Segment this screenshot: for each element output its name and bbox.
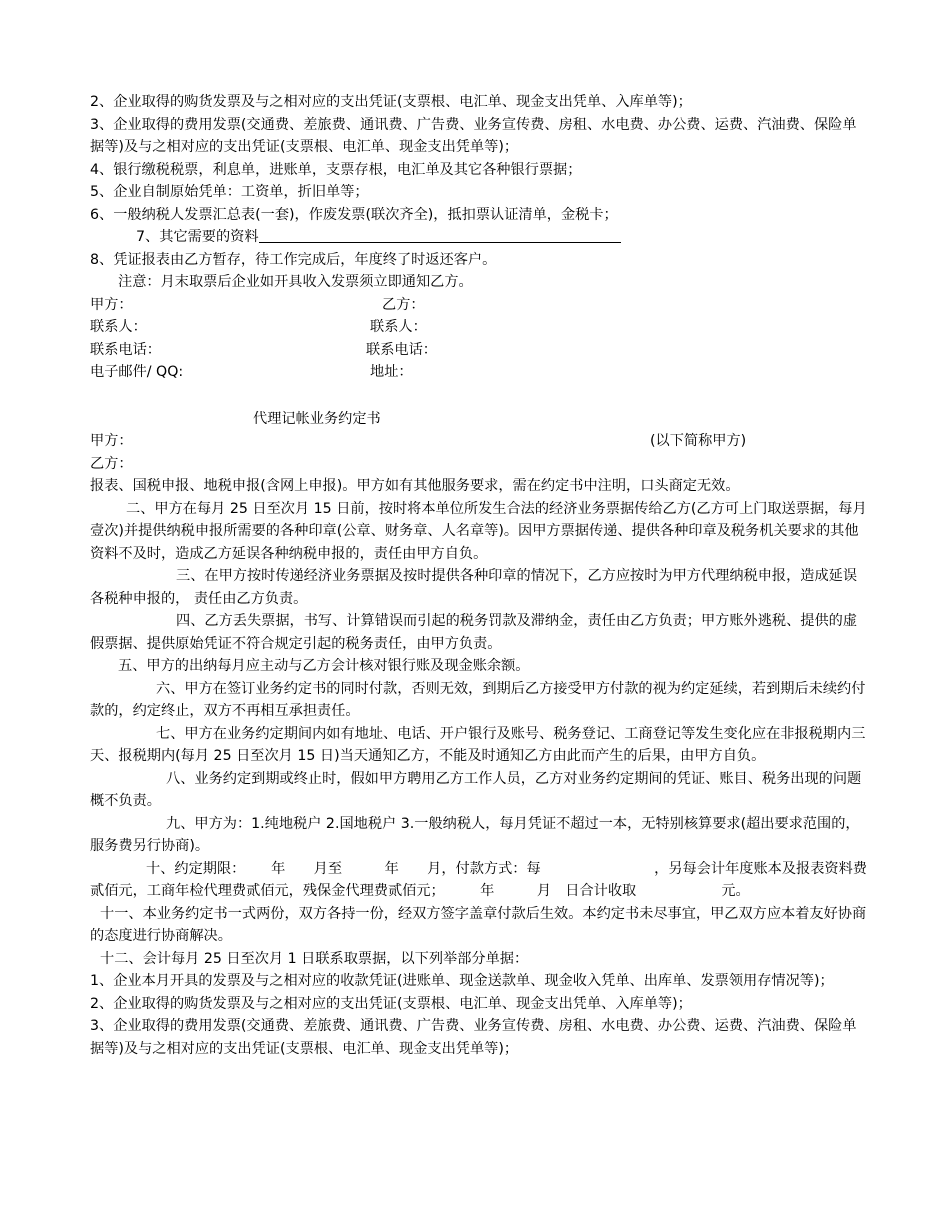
party-b-line: 乙方：: [90, 455, 133, 472]
top-list: [90, 91, 870, 294]
phone-a-label: 联系电话：: [90, 341, 161, 358]
clause-2: [90, 498, 870, 566]
list-item-other-materials: [90, 226, 870, 249]
list-item: 6、一般纳税人发票汇总表(一套)，作废发票(联次齐全)，抵扣票认证清单，金税卡；: [90, 206, 618, 223]
clause-2-text: 二、甲方在每月 25 日至次月 15 日前，按时将本单位所发生合法的经济业务票据传给乙方(乙方可上门取送票据，每月壹次)并提供纳税申报所需要的各种印章(公章、财务章、人名章等)。因甲方票据传递、提供各种印章及税务机关要求的其他资料不及时，造成乙方延误各种纳税申报的，责任由甲方自负。: [90, 500, 867, 562]
party-a-abbr: (以下简称甲方): [650, 433, 747, 449]
document-page: [90, 91, 870, 1060]
list-item: 3、企业取得的费用发票(交通费、差旅费、通讯费、广告费、业务宣传费、房租、水电费、办公费、运费、汽油费、保险单据等)及与之相对应的支出凭证(支票根、电汇单、现金支出凭单等)；: [90, 116, 857, 155]
list-item: 4、银行缴税税票，利息单，进账单，支票存根，电汇单及其它各种银行票据；: [90, 161, 582, 178]
clause-7: [90, 723, 870, 768]
note-text: 注意：月末取票后企业如开具收入发票须立即通知乙方。: [118, 274, 473, 290]
contact-b-label: 联系人：: [370, 319, 427, 335]
clause-4: [90, 610, 870, 655]
clause-10-text: 十、约定期限： 年 月至 年 月，付款方式：每 ，另每会计年度账本及报表资料费贰佰元，工商年检代理费贰佰元，残保金代理费贰佰元； 年 月 日合计收取 元。: [90, 860, 867, 899]
list-item: 2、企业取得的购货发票及与之相对应的支出凭证(支票根、电汇单、现金支出凭单、入库单等)；: [90, 94, 692, 110]
clause-9-text: 九、甲方为：1.纯地税户 2.国地税户 3.一般纳税人，每月凭证不超过一本，无特别核算要求(超出要求范围的，服务费另行协商)。: [90, 815, 860, 854]
clause-5: 五、甲方的出纳每月应主动与乙方会计核对银行账及现金账余额。: [118, 658, 530, 674]
clause-8: [90, 768, 870, 813]
clause-9: [90, 813, 870, 858]
party-a-line: 甲方：: [90, 433, 133, 449]
clause-6: [90, 678, 870, 723]
clause-3-text: 三、在甲方按时传递经济业务票据及按时提供各种印章的情况下，乙方应按时为甲方代理纳税申报，造成延误各税种申报的， 责任由乙方负责。: [90, 568, 858, 607]
contact-a-label: 联系人：: [90, 319, 147, 335]
email-label: 电子邮件/ QQ:: [90, 364, 184, 380]
clause-8-text: 八、业务约定到期或终止时，假如甲方聘用乙方工作人员，乙方对业务约定期间的凭证、账目、税务出现的问题概不负责。: [90, 770, 862, 809]
list-item: 1、企业本月开具的发票及与之相对应的收款凭证(进账单、现金送款单、现金收入凭单、出库单、发票领用存情况等)；: [90, 973, 834, 989]
document-title: 代理记帐业务约定书: [253, 410, 381, 427]
party-b-label: 乙方：: [382, 296, 425, 313]
clause-3: [90, 565, 870, 610]
other-materials-label: 7、其它需要的资料: [136, 229, 259, 245]
clause-6-text: 六、甲方在签订业务约定书的同时付款，否则无效，到期后乙方接受甲方付款的视为约定延续，若到期后未续约付款的，约定终止，双方不再相互承担责任。: [90, 680, 866, 719]
clause-7-text: 七、甲方在业务约定期间内如有地址、电话、开户银行及账号、税务登记、工商登记等发生变化应在非报税期内三天、报税期内(每月 25 日至次月 15 日)当天通知乙方，不能及时通知乙方由此而产生的后果，由甲方自负。: [90, 725, 866, 764]
signature-block: [90, 294, 870, 384]
clause-12: 十二、会计每月 25 日至次月 1 日联系取票据，以下列举部分单据：: [100, 950, 529, 967]
party-a-label: 甲方：: [90, 296, 133, 313]
clause-4-text: 四、乙方丢失票据，书写、计算错误而引起的税务罚款及滞纳金，责任由乙方负责；甲方账外逃税、提供的虚假票据、提供原始凭证不符合规定引起的税务责任，由甲方负责。: [90, 613, 858, 652]
clause-10: [90, 858, 870, 903]
clause-1-tail: 报表、国税申报、地税申报(含网上申报)。甲方如有其他服务要求，需在约定书中注明，口头商定无效。: [90, 478, 740, 494]
phone-b-label: 联系电话：: [366, 341, 437, 358]
fill-in-line: [259, 226, 621, 243]
address-label: 地址：: [370, 364, 413, 380]
list-item: 5、企业自制原始凭单：工资单，折旧单等；: [90, 184, 369, 200]
clause-11-text: 十一、本业务约定书一式两份，双方各持一份，经双方签字盖章付款后生效。本约定书未尽事宜，甲乙双方应本着友好协商的态度进行协商解决。: [90, 905, 867, 944]
bottom-list: [90, 970, 870, 1060]
list-item: 3、企业取得的费用发票(交通费、差旅费、通讯费、广告费、业务宣传费、房租、水电费、办公费、运费、汽油费、保险单据等)及与之相对应的支出凭证(支票根、电汇单、现金支出凭单等)；: [90, 1018, 857, 1057]
list-item: 8、凭证报表由乙方暂存，待工作完成后，年度终了时返还客户。: [90, 251, 497, 268]
clause-11: [90, 903, 870, 948]
list-item: 2、企业取得的购货发票及与之相对应的支出凭证(支票根、电汇单、现金支出凭单、入库单等)；: [90, 995, 692, 1012]
